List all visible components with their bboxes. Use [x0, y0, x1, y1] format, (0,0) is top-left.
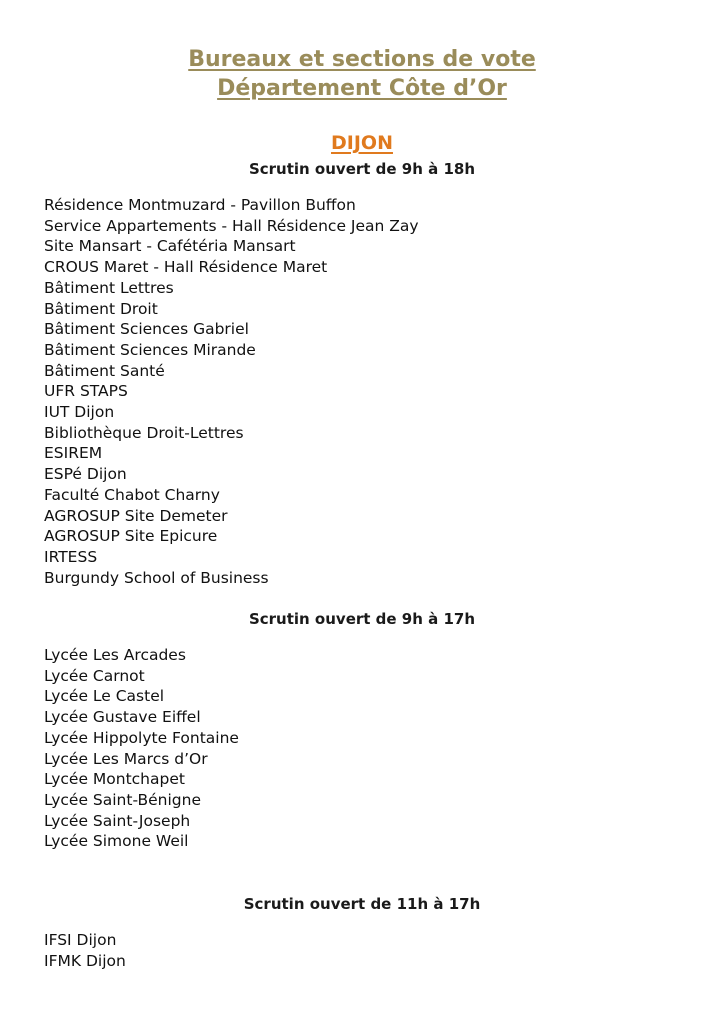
document-title-line-1: Bureaux et sections de vote — [188, 47, 536, 72]
document-title-line-2: Département Côte d’Or — [217, 76, 507, 101]
venue-item: Bâtiment Droit — [44, 299, 158, 318]
city-heading: DIJON — [331, 132, 393, 154]
venue-item: Bâtiment Sciences Mirande — [44, 340, 256, 359]
venue-item: AGROSUP Site Epicure — [44, 527, 218, 546]
venue-item: Lycée Saint-Bénigne — [44, 790, 201, 809]
venue-item: Lycée Hippolyte Fontaine — [44, 728, 239, 747]
venue-list-2 — [44, 645, 239, 852]
venue-list-3 — [44, 930, 126, 971]
venue-item: IUT Dijon — [44, 403, 115, 422]
venue-item: Résidence Montmuzard - Pavillon Buffon — [44, 196, 356, 214]
venue-item: Bâtiment Sciences Gabriel — [44, 320, 249, 339]
venue-item: Bibliothèque Droit-Lettres — [44, 423, 244, 442]
section-hours-2: Scrutin ouvert de 9h à 17h — [248, 610, 476, 628]
venue-item: IRTESS — [44, 547, 98, 566]
venue-item: Lycée Gustave Eiffel — [44, 708, 201, 727]
venue-item: Lycée Simone Weil — [44, 832, 189, 851]
section-hours-1: Scrutin ouvert de 9h à 18h — [248, 160, 476, 178]
venue-item: Lycée Carnot — [44, 666, 145, 685]
venue-item: Lycée Saint-Joseph — [44, 811, 191, 830]
venue-item: Bâtiment Santé — [44, 361, 165, 380]
venue-item: ESIREM — [44, 444, 103, 463]
venue-item: Faculté Chabot Charny — [44, 485, 220, 504]
venue-item: CROUS Maret - Hall Résidence Maret — [44, 258, 328, 277]
venue-item: UFR STAPS — [44, 382, 128, 401]
venue-item: Bâtiment Lettres — [44, 278, 174, 297]
venue-item: Site Mansart - Cafétéria Mansart — [44, 237, 296, 256]
venue-item: Lycée Le Castel — [44, 687, 165, 706]
venue-item: Service Appartements - Hall Résidence Jean Zay — [44, 216, 419, 235]
venue-item: Lycée Montchapet — [44, 770, 185, 789]
section-hours-3: Scrutin ouvert de 11h à 17h — [243, 895, 481, 913]
venue-item: AGROSUP Site Demeter — [44, 506, 228, 525]
venue-item: IFSI Dijon — [44, 931, 117, 949]
venue-list-1 — [44, 195, 419, 588]
venue-item: Burgundy School of Business — [44, 568, 269, 587]
venue-item: ESPé Dijon — [44, 465, 127, 484]
venue-item: IFMK Dijon — [44, 951, 126, 970]
venue-item: Lycée Les Arcades — [44, 646, 186, 664]
venue-item: Lycée Les Marcs d’Or — [44, 749, 208, 768]
